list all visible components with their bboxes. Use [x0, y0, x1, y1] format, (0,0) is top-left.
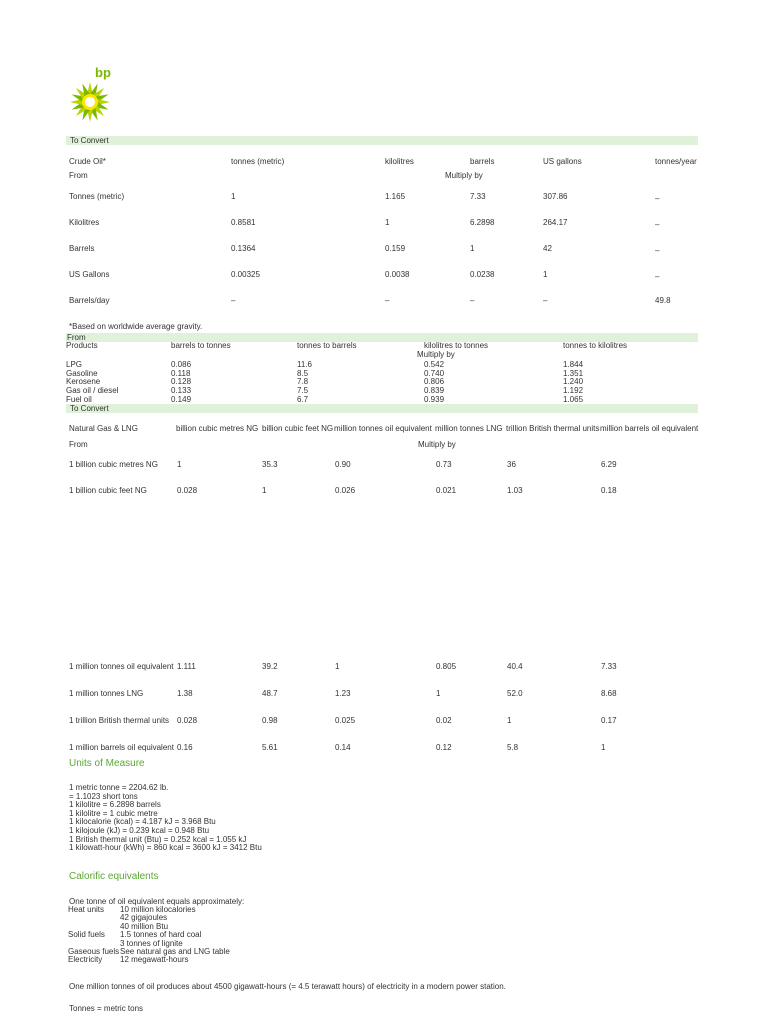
- col-header: million tonnes LNG: [435, 424, 503, 433]
- cell: 1: [231, 192, 236, 201]
- cell: 0.839: [424, 386, 445, 396]
- row-label: Fuel oil: [66, 394, 92, 404]
- cell: 1.844: [563, 360, 584, 369]
- cell: 0.542: [424, 360, 445, 369]
- cell: –: [231, 296, 236, 305]
- cell: 0.12: [436, 743, 452, 752]
- from-label: From: [69, 440, 88, 449]
- tonnes-note: Tonnes = metric tons: [69, 1004, 144, 1013]
- row-label: US Gallons: [69, 270, 110, 279]
- row-label: 1 billion cubic metres NG: [69, 460, 158, 469]
- cell: 8.5: [297, 368, 309, 378]
- bp-logo-text: bp: [95, 65, 111, 80]
- cell: 0.0238: [470, 270, 495, 279]
- col-header: trillion British thermal units: [506, 424, 600, 433]
- cell: 1.165: [385, 192, 406, 201]
- bp-logo: [68, 66, 112, 124]
- cell: 8.68: [601, 689, 617, 698]
- cell: 5.61: [262, 743, 278, 752]
- cell: 0.149: [171, 394, 192, 404]
- cell: 40.4: [507, 662, 523, 671]
- cell: –: [655, 246, 660, 255]
- cell: 0.026: [335, 486, 356, 495]
- cell: 0.0038: [385, 270, 410, 279]
- cell: 1: [543, 270, 548, 279]
- calorific-category: Solid fuels: [68, 930, 105, 940]
- units-heading: Units of Measure: [69, 758, 145, 769]
- cell: 52.0: [507, 689, 523, 698]
- calorific-value: 10 million kilocalories: [120, 905, 196, 914]
- row-label: Barrels: [69, 244, 95, 253]
- cell: 7.8: [297, 377, 309, 387]
- col-header: Natural Gas & LNG: [69, 424, 138, 433]
- cell: 0.028: [177, 716, 198, 725]
- cell: 0.16: [177, 743, 193, 752]
- footnote: *Based on worldwide average gravity.: [69, 322, 203, 331]
- cell: 1: [601, 743, 606, 752]
- cell: 0.740: [424, 368, 445, 378]
- band-label: From: [67, 333, 86, 342]
- cell: –: [543, 296, 548, 305]
- cell: 0.025: [335, 716, 356, 725]
- cell: 5.8: [507, 743, 519, 752]
- cell: 1.351: [563, 368, 584, 378]
- band-label: To Convert: [70, 404, 109, 413]
- row-label: 1 trillion British thermal units: [69, 716, 170, 725]
- unit-line: 1 kilolitre = 6.2898 barrels: [69, 800, 161, 810]
- row-label: Tonnes (metric): [69, 192, 125, 201]
- cell: 0.028: [177, 486, 198, 495]
- cell: 0.021: [436, 486, 457, 495]
- calorific-category: Heat units: [68, 905, 105, 914]
- cell: 7.33: [470, 192, 486, 201]
- cell: 0.98: [262, 716, 278, 725]
- cell: 7.5: [297, 386, 309, 396]
- cell: 6.7: [297, 394, 309, 404]
- row-label: Kerosene: [66, 377, 101, 387]
- col-header: tonnes to kilolitres: [563, 341, 628, 350]
- multiply-label: Multiply by: [417, 350, 455, 359]
- unit-line: = 1.1023 short tons: [69, 791, 138, 801]
- multiply-label: Multiply by: [418, 440, 456, 449]
- calorific-value: 40 million Btu: [120, 921, 169, 931]
- cell: 7.33: [601, 662, 617, 671]
- calorific-category: Electricity: [68, 955, 103, 965]
- col-header: million tonnes oil equivalent: [334, 424, 432, 433]
- col-header: Products: [66, 341, 98, 350]
- col-header: kilolitres to tonnes: [424, 341, 489, 350]
- cell: 0.133: [171, 386, 192, 396]
- cell: 36: [507, 460, 516, 469]
- cell: 0.18: [601, 486, 617, 495]
- band-label: To Convert: [70, 136, 109, 145]
- row-label: Gasoline: [66, 368, 98, 378]
- calorific-value: See natural gas and LNG table: [120, 947, 230, 956]
- row-label: Gas oil / diesel: [66, 386, 119, 396]
- calorific-value: 12 megawatt-hours: [120, 955, 189, 965]
- col-header: kilolitres: [385, 157, 414, 166]
- col-header: tonnes (metric): [231, 157, 285, 166]
- cell: 0.128: [171, 377, 192, 387]
- col-header: barrels to tonnes: [171, 341, 231, 350]
- cell: 35.3: [262, 460, 278, 469]
- calorific-value: 3 tonnes of lignite: [120, 938, 183, 948]
- cell: 1.111: [177, 662, 196, 671]
- calorific-value: 42 gigajoules: [120, 913, 168, 923]
- cell: 49.8: [655, 296, 671, 305]
- calorific-heading: Calorific equivalents: [69, 871, 159, 882]
- cell: 42: [543, 244, 552, 253]
- unit-line: 1 kilocalorie (kcal) = 4.187 kJ = 3.968 Btu: [69, 817, 216, 827]
- cell: 0.939: [424, 394, 445, 404]
- cell: 1: [177, 460, 182, 469]
- cell: 1.192: [563, 386, 584, 396]
- unit-line: 1 metric tonne = 2204.62 lb.: [69, 783, 169, 792]
- cell: 0.805: [436, 662, 457, 671]
- cell: 0.806: [424, 377, 445, 387]
- row-label: 1 million tonnes oil equivalent: [69, 662, 174, 671]
- cell: 1: [436, 689, 441, 698]
- unit-line: 1 kilolitre = 1 cubic metre: [69, 808, 158, 818]
- multiply-label: Multiply by: [445, 171, 483, 180]
- row-label: 1 million barrels oil equivalent: [69, 743, 174, 752]
- calorific-category: Gaseous fuels: [68, 947, 120, 956]
- col-header: barrels: [470, 157, 495, 166]
- cell: –: [655, 194, 660, 203]
- cell: –: [655, 220, 660, 229]
- col-header: million barrels oil equivalent: [600, 424, 699, 433]
- cell: 0.73: [436, 460, 452, 469]
- col-header: tonnes to barrels: [297, 341, 357, 350]
- cell: 0.8581: [231, 218, 256, 227]
- cell: 1.240: [563, 377, 584, 387]
- cell: 0.90: [335, 460, 351, 469]
- cell: 39.2: [262, 662, 278, 671]
- cell: 1: [385, 218, 390, 227]
- from-label: From: [69, 171, 88, 180]
- cell: 0.159: [385, 244, 406, 253]
- convert-band-3: [66, 404, 698, 413]
- cell: 0.118: [171, 368, 191, 378]
- calorific-note: One million tonnes of oil produces about 4500 gigawatt-hours (= 4.5 terawatt hours) of electricity in a modern power station.: [69, 982, 506, 991]
- cell: 307.86: [543, 192, 568, 201]
- cell: –: [470, 296, 475, 305]
- calorific-intro: One tonne of oil equivalent equals approximately:: [69, 897, 245, 906]
- cell: 0.00325: [231, 270, 260, 279]
- cell: 1: [507, 716, 512, 725]
- cell: 0.17: [601, 716, 617, 725]
- cell: 1.03: [507, 486, 523, 495]
- row-label: Kilolitres: [69, 218, 100, 227]
- cell: 0.14: [335, 743, 351, 752]
- cell: 0.02: [436, 716, 452, 725]
- cell: 48.7: [262, 689, 278, 698]
- helios-icon: [68, 80, 112, 124]
- cell: 6.29: [601, 460, 617, 469]
- col-header: tonnes/year: [655, 157, 697, 166]
- col-header: billion cubic feet NG: [262, 424, 334, 433]
- cell: –: [385, 296, 390, 305]
- row-label: 1 million tonnes LNG: [69, 689, 144, 698]
- row-label: LPG: [66, 360, 83, 369]
- row-label: Barrels/day: [69, 296, 110, 305]
- calorific-value: 1.5 tonnes of hard coal: [120, 930, 202, 940]
- unit-line: 1 kilowatt-hour (kWh) = 860 kcal = 3600 kJ = 3412 Btu: [69, 843, 262, 853]
- cell: 1: [470, 244, 475, 253]
- unit-line: 1 British thermal unit (Btu) = 0.252 kcal = 1.055 kJ: [69, 834, 247, 844]
- cell: 1.38: [177, 689, 193, 698]
- cell: 0.1364: [231, 244, 256, 253]
- row-label: 1 billion cubic feet NG: [69, 486, 147, 495]
- cell: 11.6: [297, 360, 312, 369]
- cell: 1.065: [563, 394, 584, 404]
- col-header: US gallons: [543, 157, 582, 166]
- cell: –: [655, 272, 660, 281]
- unit-line: 1 kilojoule (kJ) = 0.239 kcal = 0.948 Btu: [69, 826, 210, 835]
- col-header: billion cubic metres NG: [176, 424, 259, 433]
- cell: 0.086: [171, 360, 192, 369]
- cell: 264.17: [543, 218, 568, 227]
- col-header: Crude Oil*: [69, 157, 106, 166]
- cell: 1.23: [335, 689, 351, 698]
- cell: 6.2898: [470, 218, 495, 227]
- convert-band-1: [66, 136, 698, 145]
- cell: 1: [262, 486, 267, 495]
- cell: 1: [335, 662, 340, 671]
